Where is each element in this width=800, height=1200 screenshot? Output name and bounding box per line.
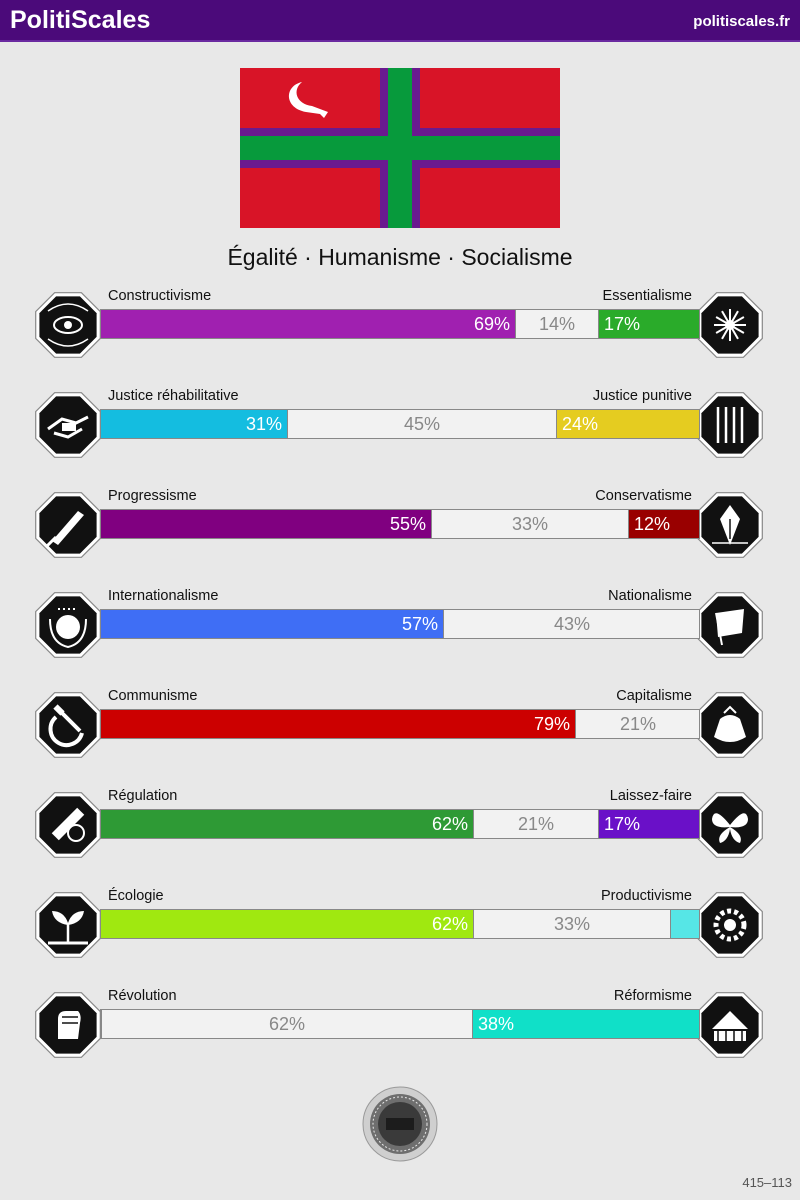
prison-bars-icon [694,389,766,461]
bar-middle-segment: 33% [431,510,629,538]
politiscales-seal-icon [362,1086,438,1162]
axis-left-label: Progressisme [108,488,197,504]
bar-left-segment: 31% [101,410,287,438]
pen-nib-icon [694,489,766,561]
bar-middle-segment: 62% [101,1010,473,1038]
bar-middle-segment: 43% [443,610,700,638]
site-link[interactable]: politiscales.fr [693,13,790,30]
axis-row [0,289,800,389]
axis-bar [100,909,700,939]
top-bar [0,0,800,42]
axis-left-label: Justice réhabilitative [108,388,239,404]
axis-right-label: Productivisme [600,888,692,904]
money-bag-icon [694,689,766,761]
bar-middle-segment: 14% [515,310,599,338]
flag-image [240,68,560,228]
axis-right-label: Réformisme [613,988,692,1004]
axis-right-label: Capitalisme [616,688,692,704]
bar-left-segment: 57% [101,610,443,638]
axis-left-label: Révolution [108,988,177,1004]
bar-left-segment: 69% [101,310,515,338]
axis-right-label: Justice punitive [592,388,692,404]
bar-left-segment: 62% [101,910,473,938]
bar-right-segment: 12% [629,510,700,538]
app-title[interactable]: PolitiScales [10,6,151,34]
axis-bar [100,509,700,539]
axis-left-label: Communisme [108,688,198,704]
bar-left-segment: 62% [101,810,473,838]
dna-flower-icon [694,289,766,361]
axis-left-label: Constructivisme [108,288,212,304]
axis-row [0,389,800,489]
axis-right-label: Laissez-faire [609,788,692,804]
axis-row [0,589,800,689]
bar-right-segment: 38% [473,1010,700,1038]
ruler-tools-icon [32,789,104,861]
bar-left-segment: 55% [101,510,431,538]
gear-factory-icon [694,889,766,961]
bar-middle-segment: 45% [287,410,557,438]
axis-left-label: Internationalisme [108,588,219,604]
axis-right-label: Conservatisme [595,488,692,504]
axis-left-label: Régulation [108,788,178,804]
parliament-icon [694,989,766,1061]
axis-row [0,689,800,789]
bar-right-segment: 17% [599,810,700,838]
hammer-sickle-icon [32,689,104,761]
sprout-icon [32,889,104,961]
result-code: 415–113 [742,1175,792,1190]
slogan: Égalité · Humanisme · Socialisme [227,244,573,270]
bar-middle-segment: 21% [575,710,700,738]
axis-right-label: Nationalisme [608,588,692,604]
axis-row [0,889,800,989]
fist-icon [32,989,104,1061]
axis-bar [100,709,700,739]
axis-bar [100,309,700,339]
eye-dome-icon [32,289,104,361]
globe-laurel-icon [32,589,104,661]
bar-right-segment: 24% [557,410,700,438]
bar-right-segment [671,910,700,938]
axis-bar [100,409,700,439]
axis-right-label: Essentialisme [602,288,692,304]
axis-bar [100,1009,700,1039]
axis-bar [100,809,700,839]
flag-icon [694,589,766,661]
bar-left-segment: 79% [101,710,575,738]
axis-bar [100,609,700,639]
axis-left-label: Écologie [108,888,164,904]
rocket-launch-icon [32,489,104,561]
handshake-icon [32,389,104,461]
bar-middle-segment: 33% [473,910,671,938]
axis-row [0,789,800,889]
butterfly-icon [694,789,766,861]
bar-right-segment: 17% [599,310,700,338]
bar-middle-segment: 21% [473,810,599,838]
axis-row [0,989,800,1089]
axis-row [0,489,800,589]
